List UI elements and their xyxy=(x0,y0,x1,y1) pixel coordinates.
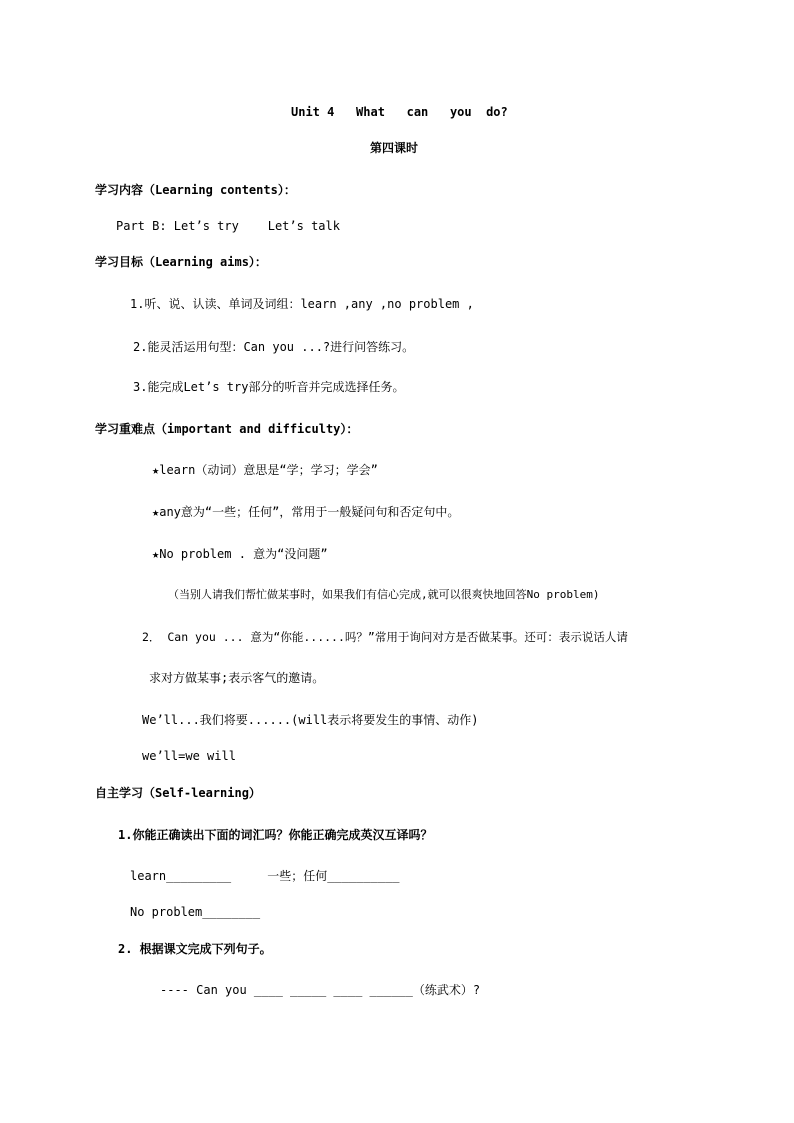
aim-item-3: 3.能完成Let’s try部分的听音并完成选择任务。 xyxy=(133,380,405,394)
self-question-2: 2. 根据课文完成下列句子。 xyxy=(118,942,272,956)
self-question-1-blank-1: learn_________ 一些；任何__________ xyxy=(130,869,400,883)
difficulty-point-note: （当别人请我们帮忙做某事时，如果我们有信心完成,就可以很爽快地回答No problem) xyxy=(168,588,600,601)
self-learning-heading: 自主学习（Self-learning） xyxy=(95,786,261,800)
aims-heading: 学习目标（Learning aims）： xyxy=(95,255,267,269)
contents-item: Part B: Let’s try Let’s talk xyxy=(116,219,340,233)
aim-item-2: 2.能灵活运用句型：Can you ...?进行问答练习。 xyxy=(133,340,415,354)
page-title: Unit 4 What can you do? xyxy=(291,105,508,119)
self-question-1-blank-2: No problem________ xyxy=(130,905,261,919)
difficulty-point-3: ★No problem . 意为“没问题” xyxy=(152,547,328,561)
difficulty-heading: 学习重难点（important and difficulty）： xyxy=(95,422,359,436)
difficulty-point-4-cont: 求对方做某事;表示客气的邀请。 xyxy=(149,671,325,685)
self-question-2-line: ---- Can you ____ _____ ____ ______（练武术）? xyxy=(160,983,481,997)
page-subtitle: 第四课时 xyxy=(370,141,419,155)
difficulty-point-5: We’ll...我们将要......(will表示将要发生的事情、动作) xyxy=(142,713,479,727)
contents-heading: 学习内容（Learning contents）： xyxy=(95,183,296,197)
aim-item-1: 1.听、说、认读、单词及词组：learn ,any ,no problem , xyxy=(130,297,474,311)
difficulty-point-1: ★learn（动词）意思是“学；学习；学会” xyxy=(152,463,378,477)
difficulty-point-6: we’ll=we will xyxy=(142,749,236,763)
self-question-1: 1.你能正确读出下面的词汇吗？你能正确完成英汉互译吗？ xyxy=(118,828,433,842)
difficulty-point-4: 2． Can you ... 意为“你能......吗？”常用于询问对方是否做某事。还可：表示说话人请 xyxy=(142,630,628,644)
difficulty-point-2: ★any意为“一些；任何”，常用于一般疑问句和否定句中。 xyxy=(152,505,460,519)
